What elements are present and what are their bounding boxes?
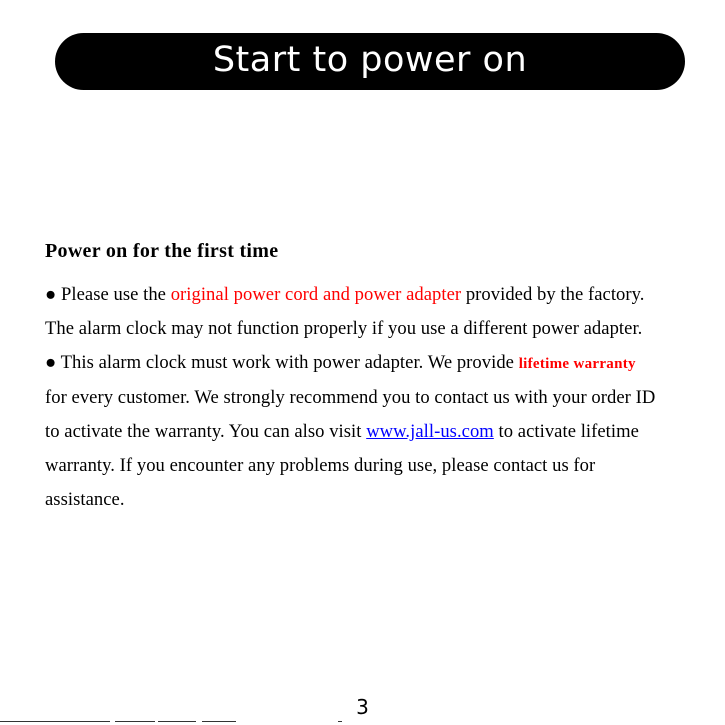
- paragraph-line: [45, 278, 700, 312]
- text-run: provided by the factory.: [461, 284, 645, 305]
- text-run: Please use the: [56, 284, 171, 305]
- text-run: to activate the warranty. You can also visit: [45, 421, 367, 442]
- bullet-icon: ●: [45, 352, 57, 373]
- paragraph-line: warranty. If you encounter any problems during use, please contact us for: [45, 455, 596, 476]
- bullet-icon: ●: [45, 284, 57, 305]
- instructions-body: [45, 278, 700, 517]
- paragraph-line: [45, 415, 700, 449]
- text-run: to activate lifetime: [493, 421, 639, 442]
- warranty-highlight: lifetime warranty: [518, 356, 636, 372]
- title-banner: [55, 33, 685, 90]
- paragraph-line: assistance.: [45, 489, 125, 510]
- paragraph-line: for every customer. We strongly recommend you to contact us with your order ID: [45, 387, 656, 408]
- page-title: Start to power on: [212, 40, 528, 80]
- page-number: 3: [356, 695, 369, 719]
- website-link[interactable]: www.jall-us.com: [366, 421, 494, 442]
- paragraph-line: [45, 346, 700, 381]
- text-run: This alarm clock must work with power adapter. We provide: [56, 352, 519, 373]
- footer-rule: [0, 721, 725, 723]
- section-heading: Power on for the first time: [45, 240, 279, 262]
- highlighted-text: original power cord and power adapter: [170, 284, 462, 305]
- paragraph-line: The alarm clock may not function properly if you use a different power adapter.: [45, 318, 643, 339]
